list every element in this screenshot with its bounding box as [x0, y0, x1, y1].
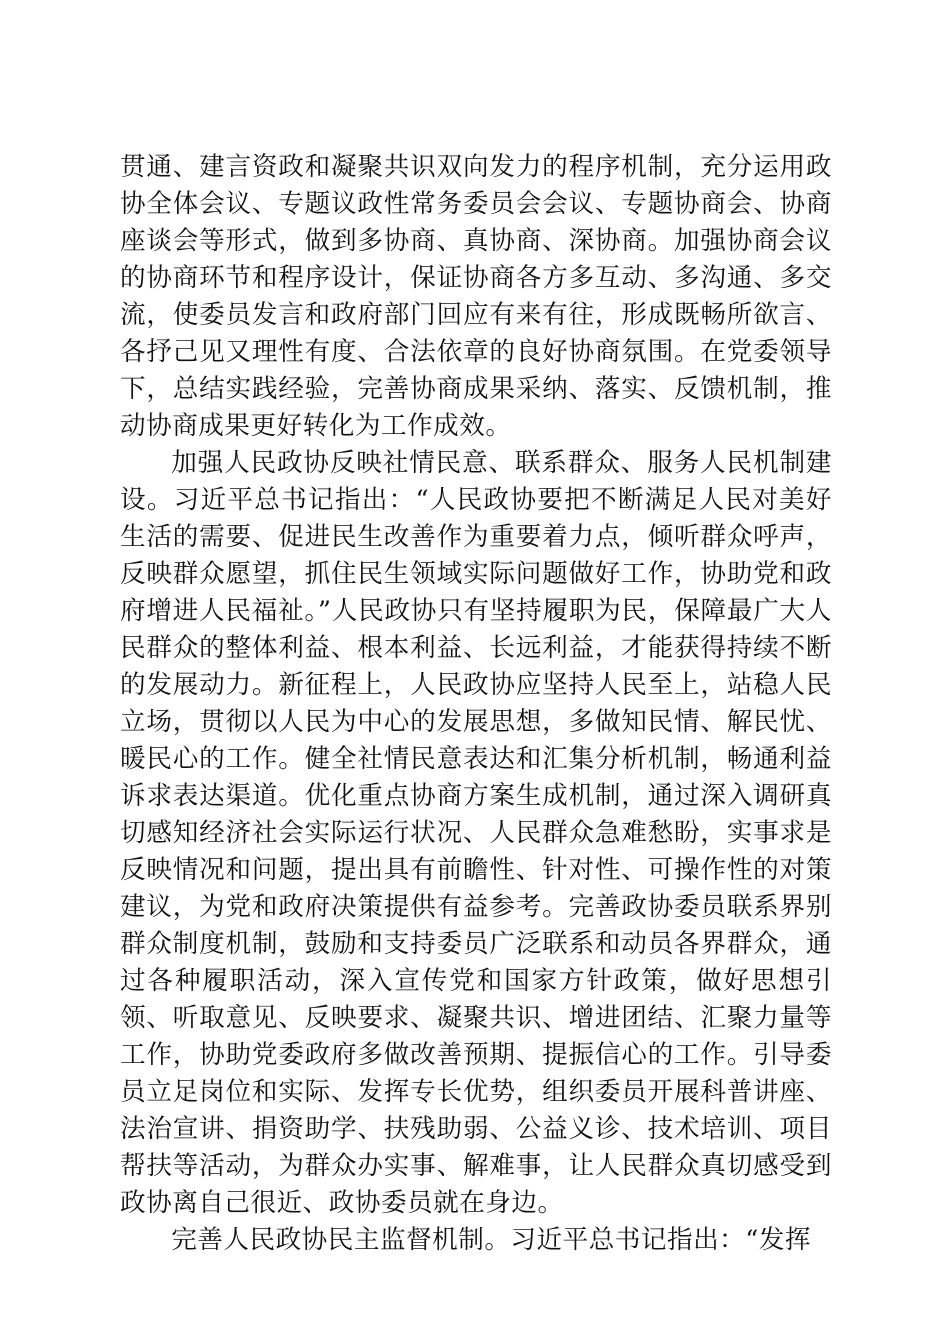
paragraph-supervision-mechanism: 完善人民政协民主监督机制。习近平总书记指出：“发挥: [171, 1225, 812, 1255]
paragraph-continuation: 贯通、建言资政和凝聚共识双向发力的程序机制，充分运用政协全体会议、专题议政性常务委员会会议、专题协商会、协商座谈会等形式，做到多协商、真协商、深协商。加强协商会议的协商环节和程序设计，保证协商各方多互动、多沟通、多交流，使委员发言和政府部门回应有来有往，形成既畅所欲言、各抒己见又理性有度、合法依章的良好协商氛围。在党委领导下，总结实践经验，完善协商成果采纳、落实、反馈机制，推动协商成果更好转化为工作成效。: [120, 152, 832, 441]
document-body: [120, 149, 832, 1259]
paragraph-feedback-mechanism: 加强人民政协反映社情民意、联系群众、服务人民机制建设。习近平总书记指出：“人民政协要把不断满足人民对美好生活的需要、促进民生改善作为重要着力点，倾听群众呼声，反映群众愿望，抓住民生领域实际问题做好工作，协助党和政府增进人民福祉。”人民政协只有坚持履职为民，保障最广大人民群众的整体利益、根本利益、长远利益，才能获得持续不断的发展动力。新征程上，人民政协应坚持人民至上，站稳人民立场，贯彻以人民为中心的发展思想，多做知民情、解民忧、暖民心的工作。健全社情民意表达和汇集分析机制，畅通利益诉求表达渠道。优化重点协商方案生成机制，通过深入调研真切感知经济社会实际运行状况、人民群众急难愁盼，实事求是反映情况和问题，提出具有前瞻性、针对性、可操作性的对策建议，为党和政府决策提供有益参考。完善政协委员联系界别群众制度机制，鼓励和支持委员广泛联系和动员各界群众，通过各种履职活动，深入宣传党和国家方针政策，做好思想引领、听取意见、反映要求、凝聚共识、增进团结、汇聚力量等工作，协助党委政府多做改善预期、提振信心的工作。引导委员立足岗位和实际、发挥专长优势，组织委员开展科普讲座、法治宣讲、捐资助学、扶残助弱、公益义诊、技术培训、项目帮扶等活动，为群众办实事、解难事，让人民群众真切感受到政协离自己很近、政协委员就在身边。: [120, 448, 832, 1218]
